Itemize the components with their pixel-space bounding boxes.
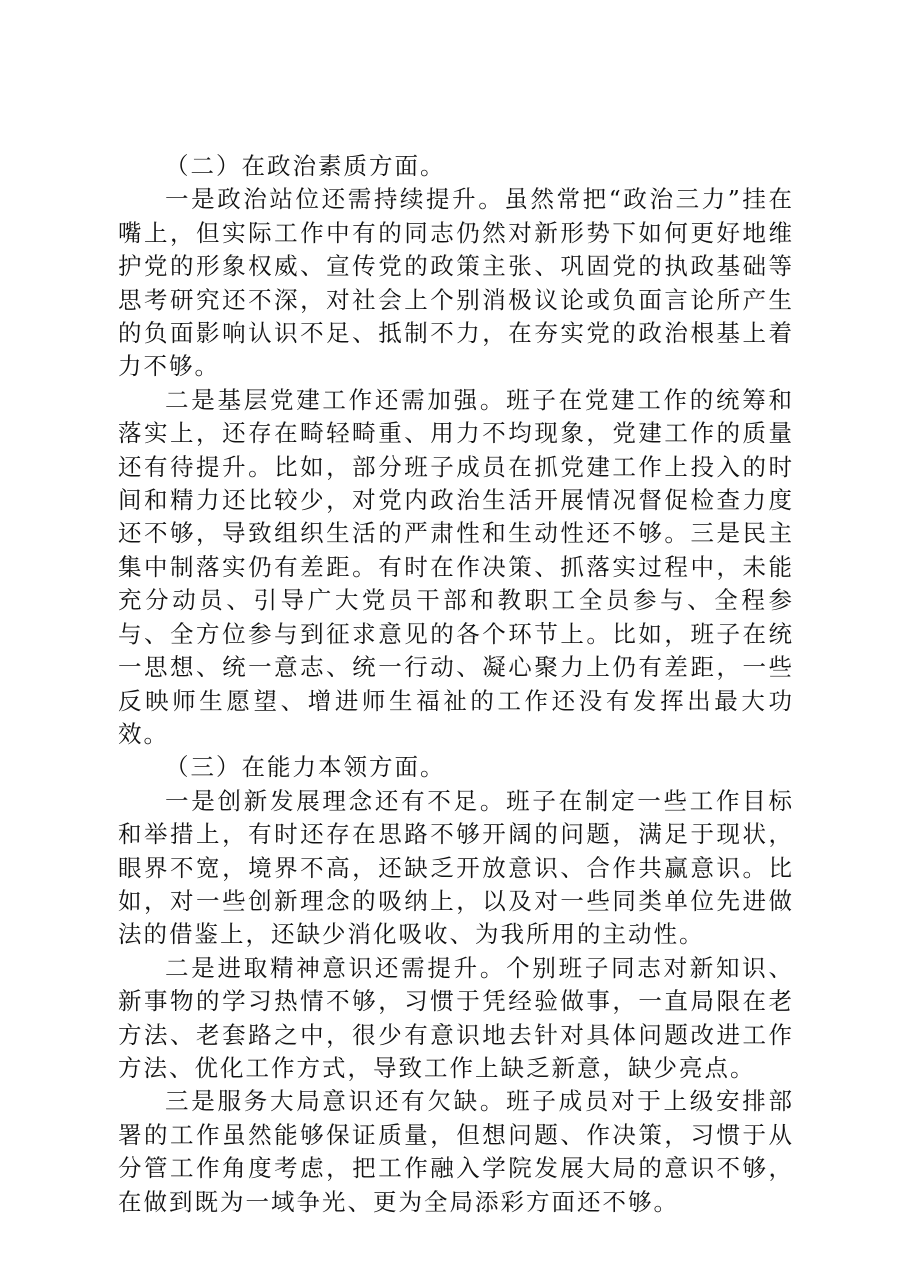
paragraph-overall-situation: 三是服务大局意识还有欠缺。班子成员对于上级安排部署的工作虽然能够保证质量，但想问题、作决策，习惯于从分管工作角度考虑，把工作融入学院发展大局的意识不够，在做到既为一域争光、更为全局添彩方面还不够。: [118, 1087, 794, 1216]
section-heading-political: （二）在政治素质方面。: [165, 152, 446, 180]
document-body: [118, 150, 794, 1219]
paragraph-innovation: 一是创新发展理念还有不足。班子在制定一些工作目标和举措上，有时还存在思路不够开阔的问题，满足于现状，眼界不宽，境界不高，还缺乏开放意识、合作共赢意识。比如，对一些创新理念的吸纳上，以及对一些同类单位先进做法的借鉴上，还缺少消化吸收、为我所用的主动性。: [118, 786, 794, 949]
paragraph-enterprising-spirit: 二是进取精神意识还需提升。个别班子同志对新知识、新事物的学习热情不够，习惯于凭经验做事，一直局限在老方法、老套路之中，很少有意识地去针对具体问题改进工作方法、优化工作方式，导致工作上缺乏新意，缺少亮点。: [118, 953, 794, 1082]
paragraph-political-stance: 一是政治站位还需持续提升。虽然常把“政治三力”挂在嘴上，但实际工作中有的同志仍然对新形势下如何更好地维护党的形象权威、宣传党的政策主张、巩固党的执政基础等思考研究还不深，对社会上个别消极议论或负面言论所产生的负面影响认识不足、抵制不力，在夯实党的政治根基上着力不够。: [118, 185, 794, 381]
paragraph-party-building: 二是基层党建工作还需加强。班子在党建工作的统筹和落实上，还存在畸轻畸重、用力不均现象，党建工作的质量还有待提升。比如，部分班子成员在抓党建工作上投入的时间和精力还比较少，对党内政治生活开展情况督促检查力度还不够，导致组织生活的严肃性和生动性还不够。三是民主集中制落实仍有差距。有时在作决策、抓落实过程中，未能充分动员、引导广大党员干部和教职工全员参与、全程参与、全方位参与到征求意见的各个环节上。比如，班子在统一思想、统一意志、统一行动、凝心聚力上仍有差距，一些反映师生愿望、增进师生福祉的工作还没有发挥出最大功效。: [118, 385, 794, 748]
section-heading-ability: （三）在能力本领方面。: [165, 753, 446, 782]
